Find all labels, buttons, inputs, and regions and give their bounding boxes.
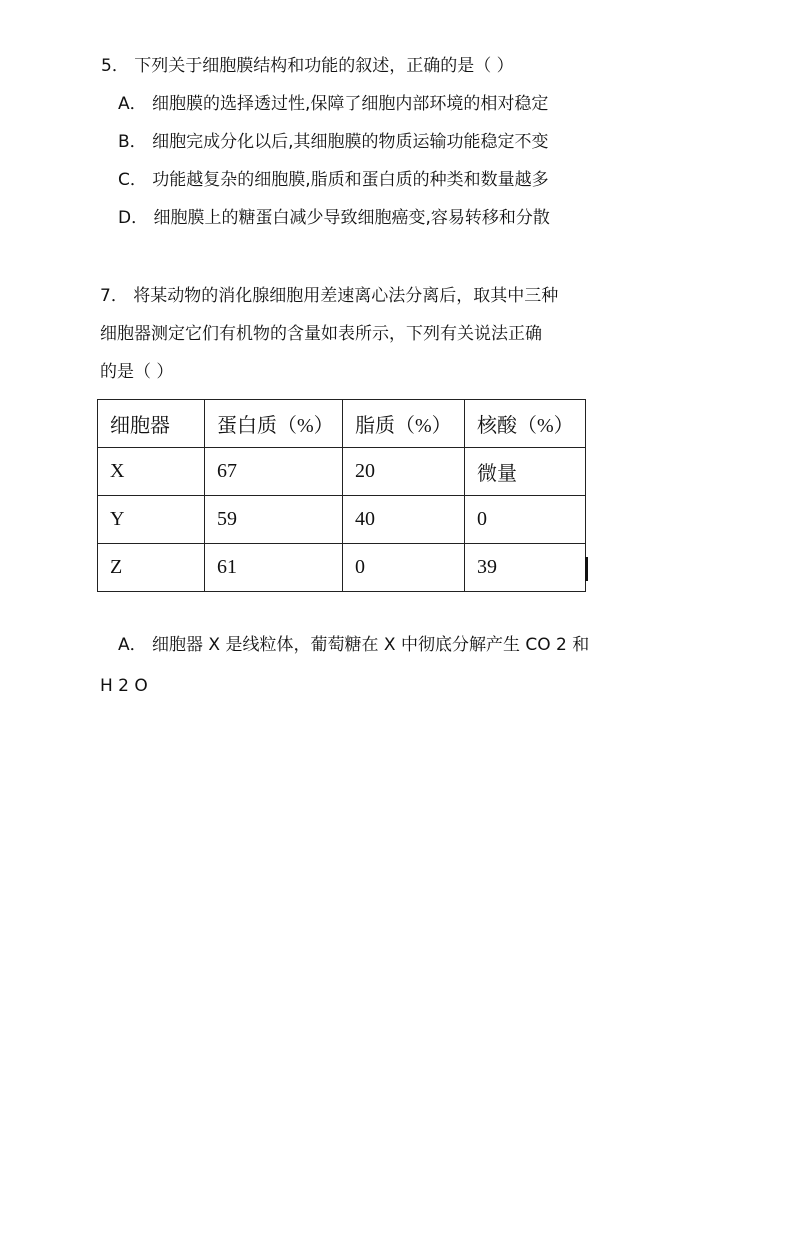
table-cell: Y bbox=[98, 496, 205, 544]
table-header-cell: 核酸（%） bbox=[465, 400, 586, 448]
q5-stem: 5． 下列关于细胞膜结构和功能的叙述，正确的是（ ） bbox=[101, 56, 514, 76]
table-header-cell: 蛋白质（%） bbox=[205, 400, 343, 448]
table-header-cell: 细胞器 bbox=[98, 400, 205, 448]
table-cell: 59 bbox=[205, 496, 343, 544]
table-cell: 61 bbox=[205, 544, 343, 592]
table-row bbox=[98, 544, 586, 592]
q7-stem-line-3: 的是（ ） bbox=[100, 362, 174, 382]
q5-option-d: D． 细胞膜上的糖蛋白减少导致细胞癌变,容易转移和分散 bbox=[118, 208, 550, 228]
table-cell: X bbox=[98, 448, 205, 496]
q7-option-a-line-2: H 2 O bbox=[100, 676, 148, 696]
q5-option-c: C． 功能越复杂的细胞膜,脂质和蛋白质的种类和数量越多 bbox=[118, 170, 549, 190]
q5-option-a: A． 细胞膜的选择透过性,保障了细胞内部环境的相对稳定 bbox=[118, 94, 549, 114]
table-row bbox=[98, 496, 586, 544]
table-cell: 40 bbox=[343, 496, 465, 544]
table-cell: 20 bbox=[343, 448, 465, 496]
q7-stem-line-2: 细胞器测定它们有机物的含量如表所示，下列有关说法正确 bbox=[100, 324, 542, 344]
table-cell: Z bbox=[98, 544, 205, 592]
table-cell: 67 bbox=[205, 448, 343, 496]
text-cursor bbox=[585, 557, 588, 581]
table-cell: 0 bbox=[343, 544, 465, 592]
table-header-cell: 脂质（%） bbox=[343, 400, 465, 448]
q7-stem-line-1: 7． 将某动物的消化腺细胞用差速离心法分离后，取其中三种 bbox=[100, 286, 559, 306]
q5-option-b: B． 细胞完成分化以后,其细胞膜的物质运输功能稳定不变 bbox=[118, 132, 549, 152]
table-cell: 微量 bbox=[465, 448, 586, 496]
table-row bbox=[98, 448, 586, 496]
q7-option-a-line-1: A． 细胞器 X 是线粒体，葡萄糖在 X 中彻底分解产生 CO 2 和 bbox=[118, 635, 590, 655]
organelle-table bbox=[97, 399, 586, 592]
table-cell: 39 bbox=[465, 544, 586, 592]
table-cell: 0 bbox=[465, 496, 586, 544]
table-header-row bbox=[98, 400, 586, 448]
